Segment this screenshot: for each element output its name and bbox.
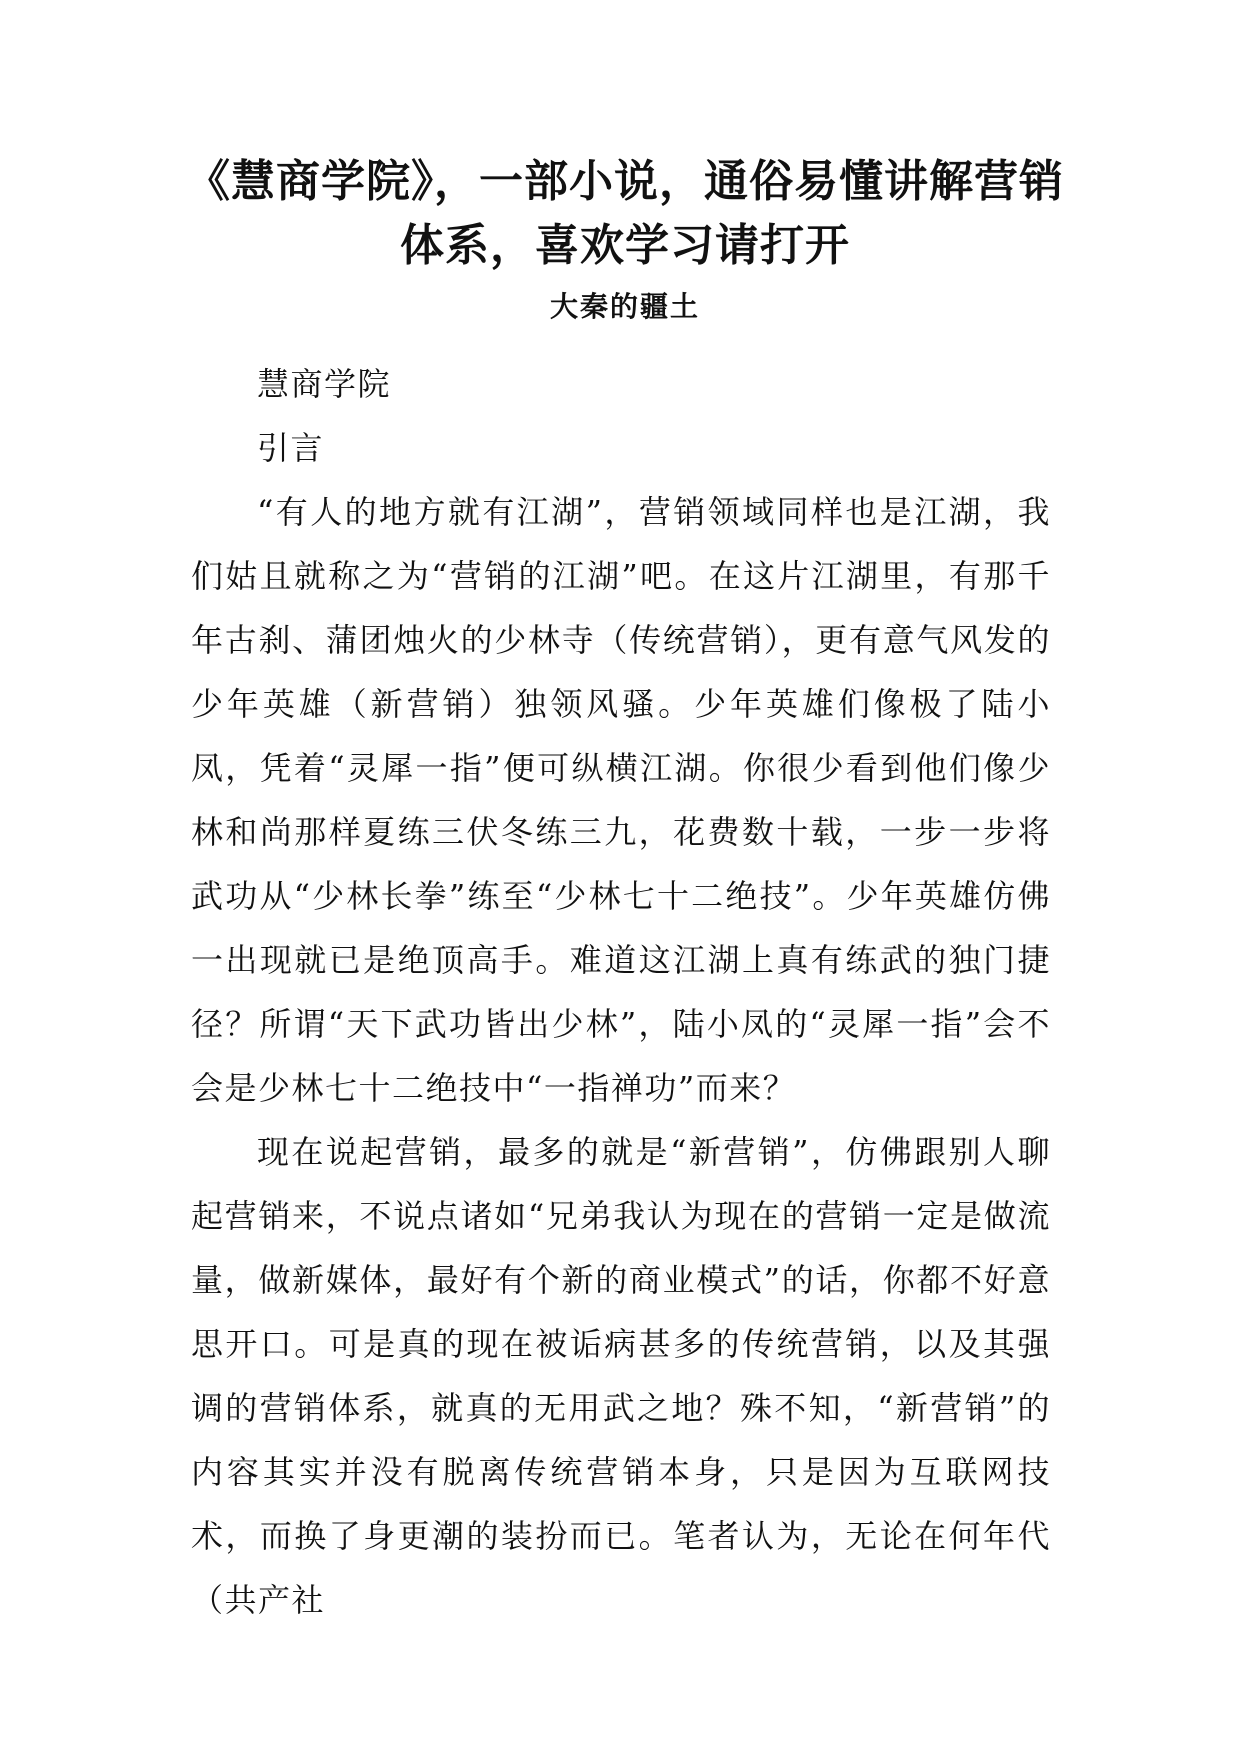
section-heading: 慧商学院 xyxy=(257,365,392,403)
author-name: 大秦的疆土 xyxy=(549,290,700,323)
body-paragraph: 现在说起营销，最多的就是“新营销”，仿佛跟别人聊起营销来，不说点诸如“兄弟我认为现在的营销一定是做流量，做新媒体，最好有个新的商业模式”的话，你都不好意思开口。可是真的现在被诟病甚多的传统营销，以及其强调的营销体系，就真的无用武之地？殊不知，“新营销”的内容其实并没有脱离传统营销本身，只是因为互联网技术，而换了身更潮的装扮而已。笔者认为，无论在何年代（共产社 xyxy=(191,1133,1051,1619)
body-paragraph: “有人的地方就有江湖”，营销领域同样也是江湖，我们姑且就称之为“营销的江湖”吧。在这片江湖里，有那千年古刹、蒲团烛火的少林寺（传统营销），更有意气风发的少年英雄（新营销）独领风骚。少年英雄们像极了陆小凤，凭着“灵犀一指”便可纵横江湖。你很少看到他们像少林和尚那样夏练三伏冬练三九，花费数十载，一步一步将武功从“少林长拳”练至“少林七十二绝技”。少年英雄仿佛一出现就已是绝顶高手。难道这江湖上真有练武的独门捷径？所谓“天下武功皆出少林”，陆小凤的“灵犀一指”会不会是少林七十二绝技中“一指禅功”而来？ xyxy=(191,493,1051,1107)
document-title: 《慧商学院》，一部小说，通俗易懂讲解营销体系，喜欢学习请打开 xyxy=(186,156,1064,271)
section-subheading: 引言 xyxy=(257,429,325,467)
document-body xyxy=(191,352,1051,1632)
